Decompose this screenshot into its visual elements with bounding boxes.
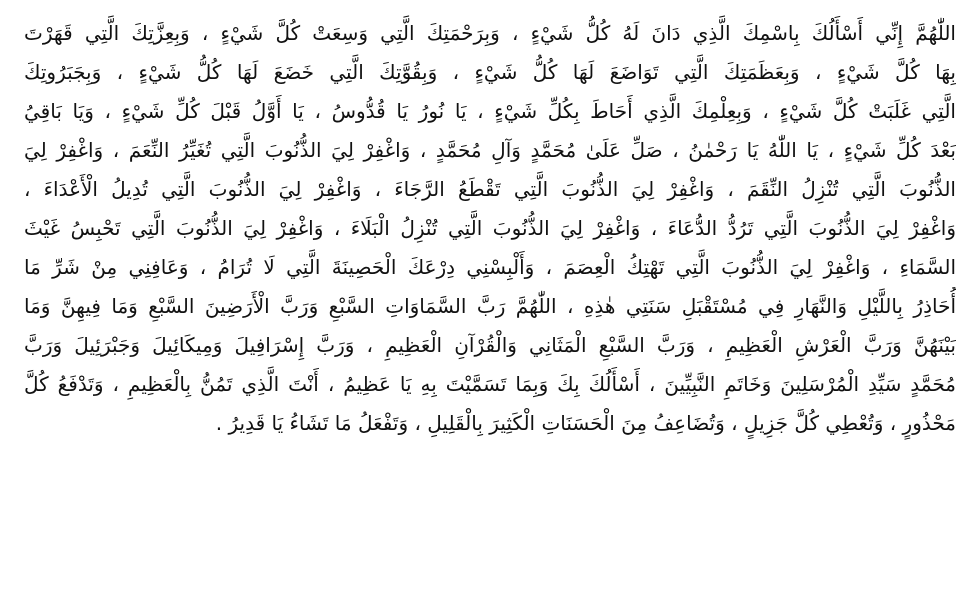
dua-text-block xyxy=(24,14,956,443)
text-line-11: مَحْذُورٍ ، وَتُعْطِي كُلَّ جَزِيلٍ ، وَتُضَاعِفُ مِنَ الْحَسَنَاتِ الْكَثِيرَ بِالْقَلِيلِ ، وَتَفْعَلُ مَا تَشَاءُ يَا قَدِيرُ . xyxy=(215,411,956,435)
text-line-5: الذُّنُوبَ الَّتِي تُنْزِلُ النِّقَمَ ، وَاغْفِرْ لِيَ الذُّنُوبَ الَّتِي تَقْطَعُ الرَّجَاءَ ، وَاغْفِرْ لِيَ الذُّنُوبَ الَّتِي تُدِيلُ الْأَعْدَاءَ ، xyxy=(24,177,956,201)
text-line-1: اللّٰهُمَّ إِنِّي أَسْأَلُكَ بِاسْمِكَ الَّذِي دَانَ لَهُ كُلُّ شَيْءٍ ، وَبِرَحْمَتِكَ الَّتِي وَسِعَتْ كُلَّ شَيْءٍ ، وَبِعِزَّتِكَ الَّتِي قَهَرْتَ xyxy=(24,21,956,45)
text-line-10: مُحَمَّدٍ سَيِّدِ الْمُرْسَلِينَ وَخَاتَمِ النَّبِيِّينَ ، أَسْأَلُكَ بِكَ وَبِمَا تَسَمَّيْتَ بِهِ يَا عَظِيمُ ، أَنْتَ الَّذِي تَمُنُّ بِالْعَظِيمِ ، وَتَدْفَعُ كُلَّ xyxy=(24,372,956,396)
text-line-7: السَّمَاءِ ، وَاغْفِرْ لِيَ الذُّنُوبَ الَّتِي تَهْتِكُ الْعِصَمَ ، وَأَلْبِسْنِي دِرْعَكَ الْحَصِينَةَ الَّتِي لَا تُرَامُ ، وَعَافِنِي مِنْ شَرِّ مَا xyxy=(24,255,956,279)
text-line-4: بَعْدَ كُلِّ شَيْءٍ ، يَا اللّٰهُ يَا رَحْمٰنُ ، صَلِّ عَلَىٰ مُحَمَّدٍ وَآلِ مُحَمَّدٍ ، وَاغْفِرْ لِيَ الذُّنُوبَ الَّتِي تُغَيِّرُ النِّعَمَ ، وَاغْفِرْ لِيَ xyxy=(24,138,956,162)
text-line-9: بَيْنَهُنَّ وَرَبَّ الْعَرْشِ الْعَظِيمِ ، وَرَبَّ السَّبْعِ الْمَثَانِي وَالْقُرْآنِ الْعَظِيمِ ، وَرَبَّ إِسْرَافِيلَ وَمِيكَائِيلَ وَجَبْرَئِيلَ وَرَبَّ xyxy=(24,333,956,357)
text-line-3: الَّتِي غَلَبَتْ كُلَّ شَيْءٍ ، وَبِعِلْمِكَ الَّذِي أَحَاطَ بِكُلِّ شَيْءٍ ، يَا نُورُ يَا قُدُّوسُ ، يَا أَوَّلُ قَبْلَ كُلِّ شَيْءٍ ، وَيَا بَاقِيُ xyxy=(24,99,956,123)
text-line-8: أُحَاذِرُ بِاللَّيْلِ وَالنَّهَارِ فِي مُسْتَقْبَلِ سَنَتِي هٰذِهِ ، اللّٰهُمَّ رَبَّ السَّمَاوَاتِ السَّبْعِ وَرَبَّ الْأَرَضِينَ السَّبْعِ وَمَا فِيهِنَّ وَمَا xyxy=(24,294,956,318)
text-line-6: وَاغْفِرْ لِيَ الذُّنُوبَ الَّتِي تَرُدُّ الدُّعَاءَ ، وَاغْفِرْ لِيَ الذُّنُوبَ الَّتِي تُنْزِلُ الْبَلَاءَ ، وَاغْفِرْ لِيَ الذُّنُوبَ الَّتِي تَحْبِسُ غَيْثَ xyxy=(24,216,956,240)
text-line-2: بِهَا كُلَّ شَيْءٍ ، وَبِعَظَمَتِكَ الَّتِي تَوَاضَعَ لَهَا كُلُّ شَيْءٍ ، وَبِقُوَّتِكَ الَّتِي خَضَعَ لَهَا كُلُّ شَيْءٍ ، وَبِجَبَرُوتِكَ xyxy=(24,60,956,84)
